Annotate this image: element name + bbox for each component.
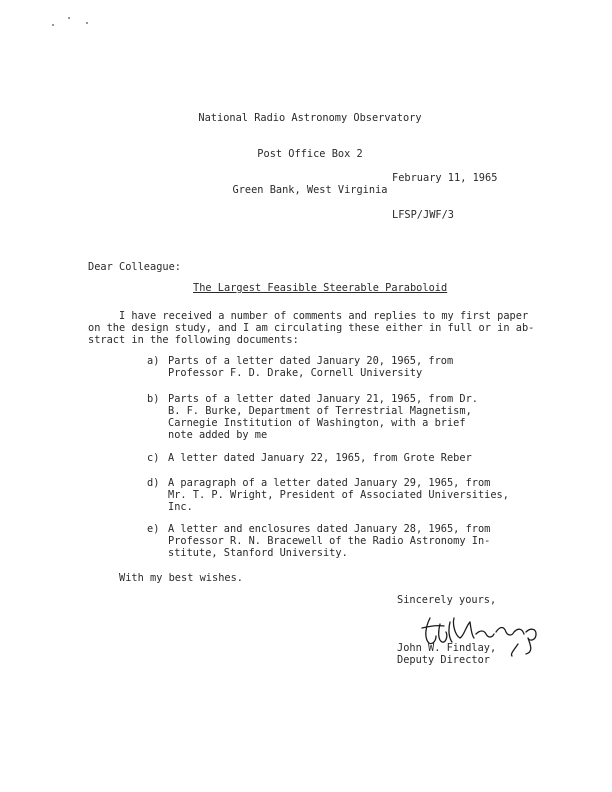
signer-title: Deputy Director [397,654,490,666]
item-line: Inc. [168,501,193,513]
item-marker: d) [147,477,160,489]
intro-line-2: on the design study, and I am circulating these either in full or in ab- [88,322,535,334]
intro-line-3: stract in the following documents: [88,334,299,346]
item-line: Mr. T. P. Wright, President of Associated Universities, [168,489,509,501]
item-line: Parts of a letter dated January 20, 1965, from [168,355,454,367]
item-marker: e) [147,523,160,535]
signoff: Sincerely yours, [397,594,497,606]
item-line: A paragraph of a letter dated January 29, 1965, from [168,477,491,489]
letterhead-line-1: National Radio Astronomy Observatory [198,112,422,124]
item-line: A letter and enclosures dated January 28, 1965, from [168,523,491,535]
item-line: stitute, Stanford University. [168,547,348,559]
item-marker: b) [147,393,160,405]
signer-name: John W. Findlay, [397,642,497,654]
subject-line: The Largest Feasible Steerable Paraboloid [193,282,448,294]
closing-remark: With my best wishes. [119,572,243,584]
item-line: A letter dated January 22, 1965, from Grote Reber [168,452,472,464]
item-line: note added by me [168,429,268,441]
letterhead [150,88,470,220]
item-line: Carnegie Institution of Washington, with a brief [168,417,466,429]
item-marker: a) [147,355,160,367]
letterhead-line-2: Post Office Box 2 [257,148,363,160]
item-line: B. F. Burke, Department of Terrestrial Magnetism, [168,405,472,417]
letterhead-line-3: Green Bank, West Virginia [232,184,388,196]
item-line: Professor F. D. Drake, Cornell University [168,367,423,379]
letter-date: February 11, 1965 [392,172,498,184]
salutation: Dear Colleague: [88,261,181,273]
intro-line-1: I have received a number of comments and replies to my first paper [119,310,529,322]
item-marker: c) [147,452,160,464]
item-line: Professor R. N. Bracewell of the Radio Astronomy In- [168,535,491,547]
reference-code: LFSP/JWF/3 [392,209,454,221]
item-line: Parts of a letter dated January 21, 1965, from Dr. [168,393,478,405]
